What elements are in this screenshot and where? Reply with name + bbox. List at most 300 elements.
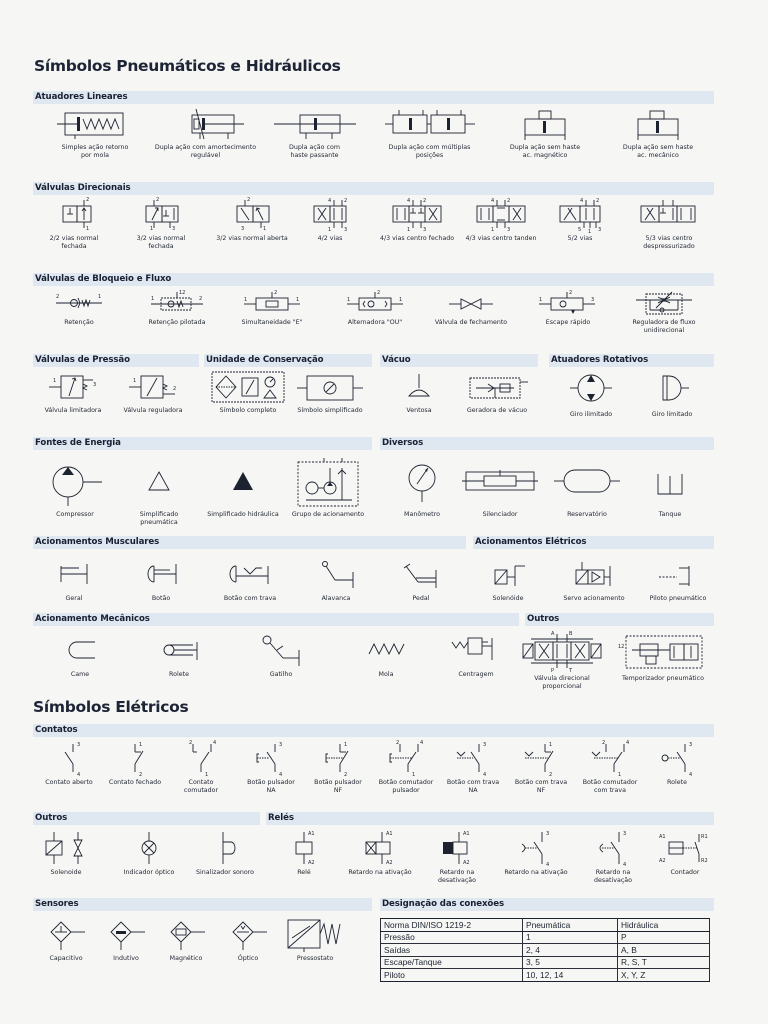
valve-4-2-icon	[304, 196, 356, 234]
caption: Alternadora "OU"	[347, 319, 403, 326]
caption: Magnético	[169, 955, 203, 962]
section-bar-energia: Fontes de Energia	[33, 437, 372, 450]
pressure-relief-icon	[45, 368, 101, 406]
svg-text:2: 2	[596, 198, 600, 204]
symbol-on-delay-coil	[342, 828, 418, 877]
caption: Contato fechado	[108, 779, 162, 786]
caption: Indutivo	[113, 955, 139, 962]
svg-text:3: 3	[591, 297, 595, 303]
symbol-centering-spring	[444, 630, 508, 679]
svg-text:1: 1	[618, 772, 622, 778]
svg-text:4: 4	[546, 862, 550, 868]
optical-sensor-icon	[223, 914, 273, 954]
roller-contact-icon	[653, 738, 701, 778]
pneumatic-timer-icon	[616, 630, 710, 674]
caption: Contato aberto	[45, 779, 93, 786]
caption: Temporizador pneumático	[622, 675, 704, 682]
spring-return-cylinder-icon	[55, 107, 135, 143]
svg-text:2: 2	[396, 740, 400, 746]
table-cell: P	[618, 931, 710, 944]
symbol-valve-3-2-nc	[122, 196, 200, 251]
caption: Tanque	[658, 511, 682, 518]
table-cell: 3, 5	[523, 956, 618, 969]
symbol-push-button-changeover	[372, 738, 440, 795]
compressor-icon	[42, 456, 108, 510]
tank-icon	[650, 456, 690, 510]
svg-text:4: 4	[407, 198, 411, 204]
trigger-roller-icon	[253, 630, 309, 670]
svg-text:1: 1	[344, 742, 348, 748]
pressure-gauge-icon	[397, 456, 447, 510]
flow-regulator-icon	[632, 288, 696, 318]
symbol-through-rod-cylinder	[262, 107, 367, 160]
latching-button-icon	[222, 554, 278, 594]
latch-button-no-icon	[449, 738, 497, 778]
svg-text:1: 1	[491, 227, 495, 233]
svg-text:3: 3	[279, 742, 283, 748]
caption: Válvula limitadora	[44, 407, 102, 414]
latch-button-nc-icon	[517, 738, 565, 778]
symbol-trigger-roller	[248, 630, 314, 679]
svg-text:1: 1	[133, 378, 137, 384]
caption: Silenciador	[482, 511, 518, 518]
unlimited-rotary-icon	[566, 368, 616, 410]
symbol-on-delay-contact	[496, 828, 576, 877]
svg-text:2: 2	[423, 198, 427, 204]
caption: Válvula direcional proporcional	[534, 675, 590, 690]
symbol-push-button	[128, 554, 194, 603]
symbol-valve-3-2-no	[205, 196, 299, 243]
caption: Botão	[151, 595, 171, 602]
page-title: Símbolos Pneumáticos e Hidráulicos	[34, 57, 341, 75]
svg-text:1: 1	[244, 297, 248, 303]
no-contact-icon	[49, 738, 89, 778]
table-header-cell: Hidráulica	[618, 919, 710, 932]
caption: Contador	[670, 869, 700, 876]
caption: Dupla ação sem haste ac. mecânico	[622, 144, 694, 159]
svg-text:1: 1	[53, 378, 57, 384]
symbol-no-contact	[36, 738, 102, 787]
svg-text:2: 2	[344, 198, 348, 204]
svg-text:1: 1	[407, 227, 411, 233]
multi-position-cylinder-icon	[383, 107, 477, 143]
symbol-vacuum-generator	[458, 368, 536, 415]
symbol-pneumatic-source	[126, 456, 192, 527]
table-cell: X, Y, Z	[618, 969, 710, 982]
caption: Pressostato	[296, 955, 334, 962]
drive-group-icon	[292, 456, 364, 510]
svg-text:3: 3	[423, 227, 427, 233]
svg-text:5: 5	[578, 227, 582, 233]
svg-text:3: 3	[344, 227, 348, 233]
push-button-icon	[136, 554, 186, 594]
svg-text:1: 1	[399, 297, 403, 303]
symbol-inductive-sensor	[100, 914, 152, 963]
caption: Giro limitado	[651, 411, 693, 418]
caption: 3/2 vias normal aberta	[216, 235, 288, 242]
caption: Sinalizador sonoro	[196, 869, 254, 876]
symbol-relay-coil	[276, 828, 332, 877]
pressure-regulator-icon	[125, 368, 181, 406]
symbol-valve-5-2	[548, 196, 612, 243]
section-bar-bloqueio-fluxo: Válvulas de Bloqueio e Fluxo	[33, 273, 714, 286]
svg-text:1: 1	[412, 772, 416, 778]
svg-text:P: P	[551, 668, 555, 674]
changeover-contact-icon	[179, 738, 223, 778]
svg-text:4: 4	[491, 198, 495, 204]
section-bar-reles: Relés	[266, 812, 714, 825]
symbol-changeover-contact	[170, 738, 232, 795]
symbol-magnetic-sensor	[160, 914, 212, 963]
caption: Simplificado hidráulica	[207, 511, 279, 518]
svg-text:3: 3	[241, 226, 245, 232]
caption: Rolete	[169, 671, 189, 678]
caption: Óptico	[237, 955, 259, 962]
table-cell: Piloto	[381, 969, 523, 982]
buzzer-icon	[205, 828, 245, 868]
caption: Compressor	[56, 511, 94, 518]
caption: Solenoide	[50, 869, 82, 876]
symbol-off-delay-coil	[420, 828, 494, 885]
symbol-hydraulic-source	[200, 456, 286, 519]
symbol-rodless-mechanical-cylinder	[603, 107, 713, 160]
symbol-buzzer	[188, 828, 262, 877]
counter-icon	[657, 828, 713, 868]
caption: Dupla ação com amortecimento regulável	[154, 144, 257, 159]
svg-text:2: 2	[173, 386, 177, 392]
table-cell: Pressão	[381, 931, 523, 944]
svg-text:2: 2	[569, 290, 573, 296]
caption: Botão com trava NF	[514, 779, 568, 794]
valve-3-2-no-icon	[227, 196, 277, 234]
svg-text:T: T	[569, 668, 573, 674]
svg-text:3: 3	[172, 226, 176, 232]
svg-text:A2: A2	[308, 860, 315, 866]
indicator-lamp-icon	[129, 828, 169, 868]
solenoid-actuation-icon	[483, 554, 533, 594]
svg-text:B: B	[569, 631, 573, 637]
caption: Servo acionamento	[563, 595, 625, 602]
valve-4-3-closed-icon	[385, 196, 449, 234]
symbol-drive-group	[288, 456, 368, 519]
manual-general-icon	[49, 554, 99, 594]
svg-text:12: 12	[179, 290, 186, 296]
section-bar-conservacao: Unidade de Conservação	[204, 354, 372, 367]
svg-text:2: 2	[549, 772, 553, 778]
svg-text:4: 4	[213, 740, 217, 746]
symbol-flow-regulator	[618, 288, 710, 335]
connections-table	[380, 918, 710, 982]
svg-text:1: 1	[139, 742, 143, 748]
centering-spring-icon	[448, 630, 504, 670]
svg-text:4: 4	[689, 772, 693, 778]
symbol-off-delay-contact	[578, 828, 648, 885]
symbol-spring-return-cylinder	[40, 107, 150, 160]
caption: Válvula de fechamento	[434, 319, 508, 326]
caption: Geradora de vácuo	[466, 407, 528, 414]
push-button-changeover-icon	[382, 738, 430, 778]
symbol-piloted-check-valve	[140, 288, 214, 327]
section-bar-sensores: Sensores	[33, 898, 372, 911]
svg-text:2: 2	[344, 772, 348, 778]
symbol-proportional-valve	[514, 630, 610, 691]
symbol-capacitive-sensor	[40, 914, 92, 963]
section-bar-valvulas-direcionais: Válvulas Direcionais	[33, 182, 714, 195]
svg-text:2: 2	[247, 197, 251, 203]
or-valve-icon	[343, 288, 407, 318]
svg-text:2: 2	[139, 772, 143, 778]
symbol-solenoid	[38, 828, 94, 877]
svg-text:3: 3	[507, 227, 511, 233]
lever-icon	[311, 554, 361, 594]
table-header-cell: Pneumática	[523, 919, 618, 932]
vacuum-generator-icon	[462, 368, 532, 406]
quick-exhaust-icon	[535, 288, 601, 318]
svg-text:A: A	[551, 631, 555, 637]
svg-text:3: 3	[93, 382, 97, 388]
svg-text:2: 2	[199, 296, 203, 302]
symbol-pedal	[390, 554, 452, 603]
symbol-cushioned-cylinder	[148, 107, 263, 160]
svg-text:2: 2	[377, 290, 381, 296]
svg-text:R2: R2	[701, 858, 708, 864]
frl-complete-icon	[210, 368, 286, 406]
svg-text:2: 2	[56, 294, 60, 300]
symbol-roller	[146, 630, 212, 679]
magnetic-sensor-icon	[161, 914, 211, 954]
caption: Botão comutador com trava	[582, 779, 638, 794]
caption: Capacitivo	[49, 955, 83, 962]
svg-text:A1: A1	[659, 834, 666, 840]
caption: Simplificado pneumática	[139, 511, 179, 526]
caption: Retardo na desativação	[594, 869, 632, 884]
svg-text:4: 4	[580, 198, 584, 204]
svg-text:A2: A2	[463, 860, 470, 866]
section-bar-atuadores-lineares: Atuadores Lineares	[33, 91, 714, 104]
svg-text:1: 1	[150, 226, 154, 232]
svg-text:2: 2	[274, 290, 278, 296]
caption: Retardo na ativação	[504, 869, 568, 876]
section-bar-outros-pn: Outros	[525, 613, 714, 626]
symbol-lever	[304, 554, 368, 603]
caption: Retardo na desativação	[438, 869, 476, 884]
svg-text:12: 12	[618, 644, 625, 650]
svg-text:4: 4	[623, 862, 627, 868]
table-header-cell: Norma DIN/ISO 1219-2	[381, 919, 523, 932]
symbol-optical-sensor	[222, 914, 274, 963]
caption: Solenóide	[492, 595, 524, 602]
caption: 5/3 vias centro despressurizado	[643, 235, 695, 250]
rodless-mechanical-cylinder-icon	[628, 107, 688, 143]
symbol-quick-exhaust	[528, 288, 608, 327]
table-row	[381, 956, 710, 969]
svg-text:4: 4	[626, 740, 630, 746]
table-cell: Escape/Tanque	[381, 956, 523, 969]
section-bar-diversos: Diversos	[380, 437, 714, 450]
symbol-multi-position-cylinder	[372, 107, 487, 160]
caption: Came	[70, 671, 90, 678]
table-row	[381, 969, 710, 982]
symbol-latching-button	[212, 554, 288, 603]
symbol-pressure-regulator	[116, 368, 190, 415]
table-cell: Saídas	[381, 944, 523, 957]
svg-text:4: 4	[328, 198, 332, 204]
symbol-valve-4-3-closed	[374, 196, 460, 243]
inductive-sensor-icon	[101, 914, 151, 954]
caption: Gatilho	[269, 671, 293, 678]
table-row	[381, 931, 710, 944]
symbol-roller-contact	[650, 738, 704, 787]
svg-text:1: 1	[98, 294, 102, 300]
svg-text:A1: A1	[386, 831, 393, 837]
caption: Simultaneidade "E"	[241, 319, 303, 326]
symbol-valve-5-3	[624, 196, 714, 251]
caption: Botão com trava	[223, 595, 277, 602]
section-bar-conexoes: Designação das conexões	[380, 898, 714, 911]
symbol-valve-4-2	[300, 196, 360, 243]
caption: Botão com trava NA	[446, 779, 500, 794]
rodless-magnetic-cylinder-icon	[515, 107, 575, 143]
table-cell: 2, 4	[523, 944, 618, 957]
reservoir-icon	[552, 456, 622, 510]
caption: Pedal	[412, 595, 430, 602]
caption: 4/2 vias	[317, 235, 343, 242]
table-row	[381, 944, 710, 957]
symbol-pneumatic-pilot	[640, 554, 716, 603]
off-delay-coil-icon	[429, 828, 485, 868]
and-valve-icon	[240, 288, 304, 318]
caption: Válvula reguladora	[123, 407, 183, 414]
symbol-latch-button-no	[442, 738, 504, 795]
servo-actuation-icon	[566, 554, 622, 594]
svg-text:2: 2	[507, 198, 511, 204]
solenoid-icon	[38, 828, 94, 868]
svg-text:1: 1	[86, 226, 90, 232]
symbol-tank	[640, 456, 700, 519]
svg-text:1: 1	[588, 229, 592, 234]
symbol-shutoff-valve	[426, 288, 516, 327]
pressure-switch-icon	[280, 914, 350, 954]
caption: Contato comutador	[183, 779, 219, 794]
cam-icon	[55, 630, 105, 670]
push-button-nc-icon	[316, 738, 360, 778]
hydraulic-source-icon	[218, 456, 268, 510]
caption: Botão pulsador NA	[247, 779, 295, 794]
through-rod-cylinder-icon	[272, 107, 358, 143]
svg-text:1: 1	[328, 227, 332, 233]
caption: Simples ação retorno por mola	[61, 144, 129, 159]
caption: Indicador óptico	[123, 869, 175, 876]
svg-text:3: 3	[623, 831, 627, 837]
caption: Escape rápido	[545, 319, 591, 326]
caption: Ventosa	[406, 407, 432, 414]
on-delay-coil-icon	[352, 828, 408, 868]
valve-3-2-nc-icon	[136, 196, 186, 234]
caption: Rolete	[667, 779, 687, 786]
caption: Dupla ação sem haste ac. magnético	[509, 144, 581, 159]
latch-changeover-icon	[586, 738, 634, 778]
symbol-cam	[48, 630, 112, 679]
section-bar-mecanicos: Acionamento Mecânicos	[33, 613, 519, 626]
capacitive-sensor-icon	[41, 914, 91, 954]
svg-text:1: 1	[347, 297, 351, 303]
symbol-push-button-nc	[306, 738, 370, 795]
symbol-spring	[356, 630, 416, 679]
section-bar-eletricos-acion: Acionamentos Elétricos	[473, 536, 714, 549]
svg-text:2: 2	[602, 740, 606, 746]
valve-5-3-icon	[633, 196, 705, 234]
table-cell: 1	[523, 931, 618, 944]
symbol-valve-4-3-tandem	[460, 196, 542, 243]
symbol-suction-cup	[384, 368, 454, 415]
svg-text:4: 4	[77, 772, 81, 778]
caption: Reguladora de fluxo unidirecional	[632, 319, 696, 334]
symbol-silencer	[460, 456, 540, 519]
symbol-rodless-magnetic-cylinder	[490, 107, 600, 160]
valve-2-2-icon	[49, 196, 99, 234]
caption: Piloto pneumático	[649, 595, 707, 602]
section-bar-pressao: Válvulas de Pressão	[33, 354, 199, 367]
symbol-pneumatic-timer	[612, 630, 714, 683]
caption: Geral	[65, 595, 83, 602]
symbol-frl-simplified	[290, 368, 370, 415]
suction-cup-icon	[399, 368, 439, 406]
caption: Centragem	[458, 671, 494, 678]
symbol-servo-actuation	[556, 554, 632, 603]
table-cell: R, S, T	[618, 956, 710, 969]
svg-text:2: 2	[156, 197, 160, 203]
svg-text:2: 2	[189, 740, 193, 746]
svg-text:4: 4	[483, 772, 487, 778]
svg-text:1: 1	[539, 297, 543, 303]
symbol-indicator-lamp	[116, 828, 182, 877]
caption: Alavanca	[321, 595, 351, 602]
caption: Retardo na ativação	[348, 869, 412, 876]
push-button-no-icon	[249, 738, 293, 778]
svg-text:3: 3	[598, 227, 602, 233]
caption: Dupla ação com haste passante	[289, 144, 340, 159]
caption: Símbolo simplificado	[297, 407, 363, 414]
caption: Botão comutador pulsador	[378, 779, 434, 794]
svg-text:3: 3	[689, 742, 693, 748]
caption: Relé	[297, 869, 311, 876]
svg-text:R1: R1	[701, 834, 708, 840]
pneumatic-pilot-icon	[653, 554, 703, 594]
svg-text:1: 1	[205, 772, 209, 778]
section-bar-musculares: Acionamentos Musculares	[33, 536, 466, 549]
symbol-latch-button-nc	[508, 738, 574, 795]
caption: Manômetro	[404, 511, 440, 518]
symbol-pressure-gauge	[384, 456, 460, 519]
symbol-solenoid-actuation	[476, 554, 540, 603]
caption: Retenção	[64, 319, 94, 326]
svg-text:1: 1	[296, 297, 300, 303]
caption: Dupla ação com múltiplas posições	[388, 144, 471, 159]
table-cell: A, B	[618, 944, 710, 957]
caption: 2/2 vias normal fechada	[49, 235, 99, 250]
symbol-latch-changeover	[576, 738, 644, 795]
valve-5-2-icon	[550, 196, 610, 234]
svg-text:A2: A2	[386, 860, 393, 866]
caption: Mola	[378, 671, 394, 678]
nc-contact-icon	[115, 738, 155, 778]
caption: 4/3 vias centro tanden	[465, 235, 537, 242]
proportional-valve-icon	[515, 630, 609, 674]
svg-text:4: 4	[420, 740, 424, 746]
caption: Botão pulsador NF	[314, 779, 362, 794]
check-valve-icon	[50, 288, 108, 318]
symbol-push-button-no	[240, 738, 302, 795]
